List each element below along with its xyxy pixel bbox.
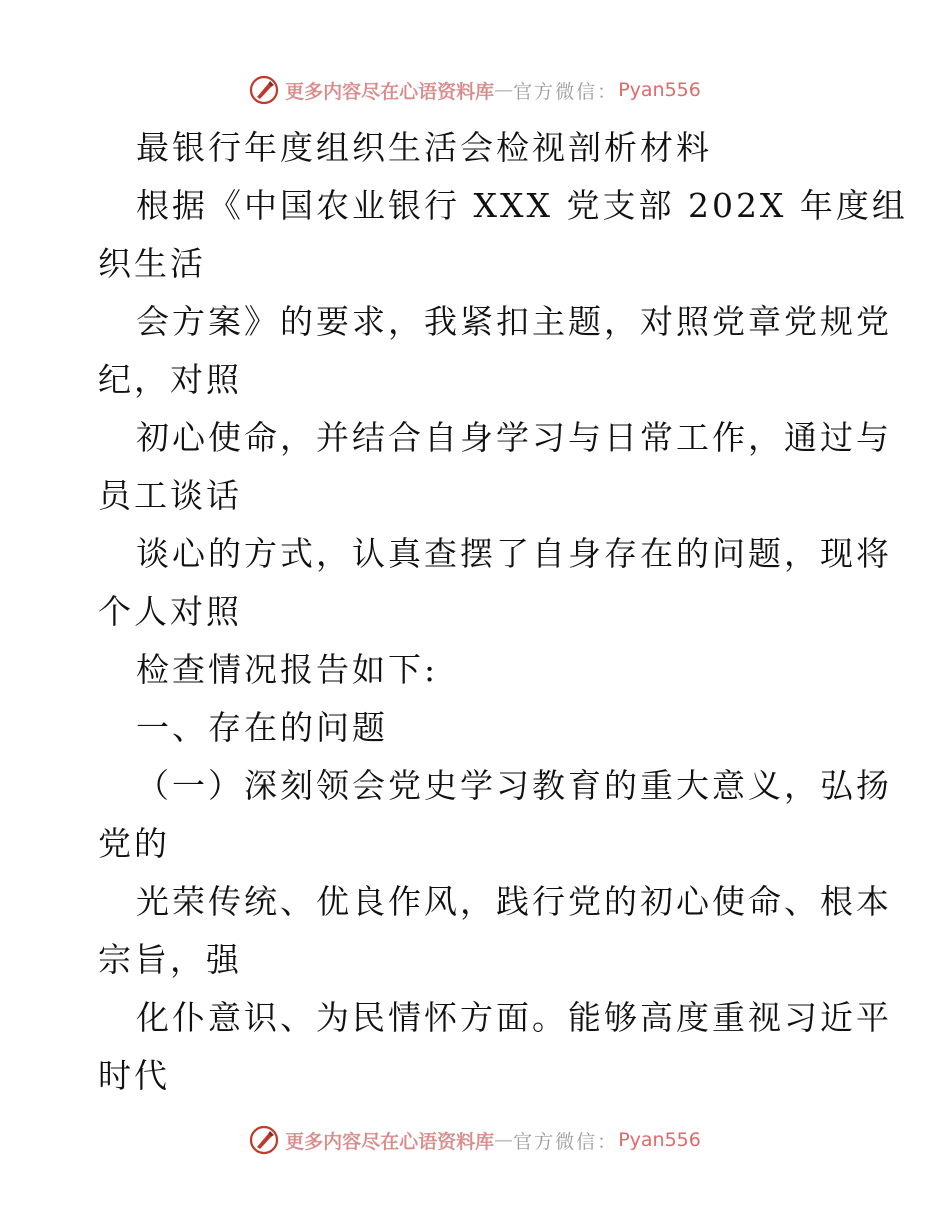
document-line: 化仆意识、为民情怀方面。能够高度重视习近平 — [136, 998, 892, 1037]
document-line: 最银行年度组织生活会检视剖析材料 — [136, 128, 712, 167]
document-line: 织生活 — [98, 244, 206, 283]
document-line: 根据《中国农业银行 XXX 党支部 202X 年度组 — [136, 186, 908, 225]
document-line: 会方案》的要求，我紧扣主题，对照党章党规党 — [136, 302, 892, 341]
watermark-dash: — — [494, 79, 514, 101]
document-line: 纪，对照 — [98, 360, 242, 399]
pen-logo-icon — [249, 75, 279, 105]
watermark-dash: — — [494, 1129, 514, 1151]
watermark-header — [0, 70, 950, 110]
document-line: 员工谈话 — [98, 476, 242, 515]
watermark-wechat-id: Pyan556 — [618, 79, 701, 101]
document-line: 检查情况报告如下: — [136, 650, 439, 689]
watermark-sub-text: 官方微信： — [513, 1130, 619, 1153]
watermark-sub-text: 官方微信： — [513, 80, 619, 103]
document-line: 谈心的方式，认真查摆了自身存在的问题，现将 — [136, 534, 892, 573]
document-line: 党的 — [98, 824, 170, 863]
watermark-wechat-id: Pyan556 — [618, 1129, 701, 1151]
document-line: 个人对照 — [98, 592, 242, 631]
document-line: 初心使命，并结合自身学习与日常工作，通过与 — [136, 418, 892, 457]
document-body — [98, 119, 908, 1105]
document-line: （一）深刻领会党史学习教育的重大意义，弘扬 — [136, 766, 892, 805]
document-line: 光荣传统、优良作风，践行党的初心使命、根本 — [136, 882, 892, 921]
document-line: 时代 — [98, 1056, 170, 1095]
watermark-footer — [0, 1120, 950, 1160]
watermark-main-text: 更多内容尽在心语资料库 — [285, 80, 495, 103]
watermark-main-text: 更多内容尽在心语资料库 — [285, 1130, 495, 1153]
pen-logo-icon — [249, 1125, 279, 1155]
document-line: 一、存在的问题 — [136, 708, 388, 747]
document-line: 宗旨，强 — [98, 940, 242, 979]
